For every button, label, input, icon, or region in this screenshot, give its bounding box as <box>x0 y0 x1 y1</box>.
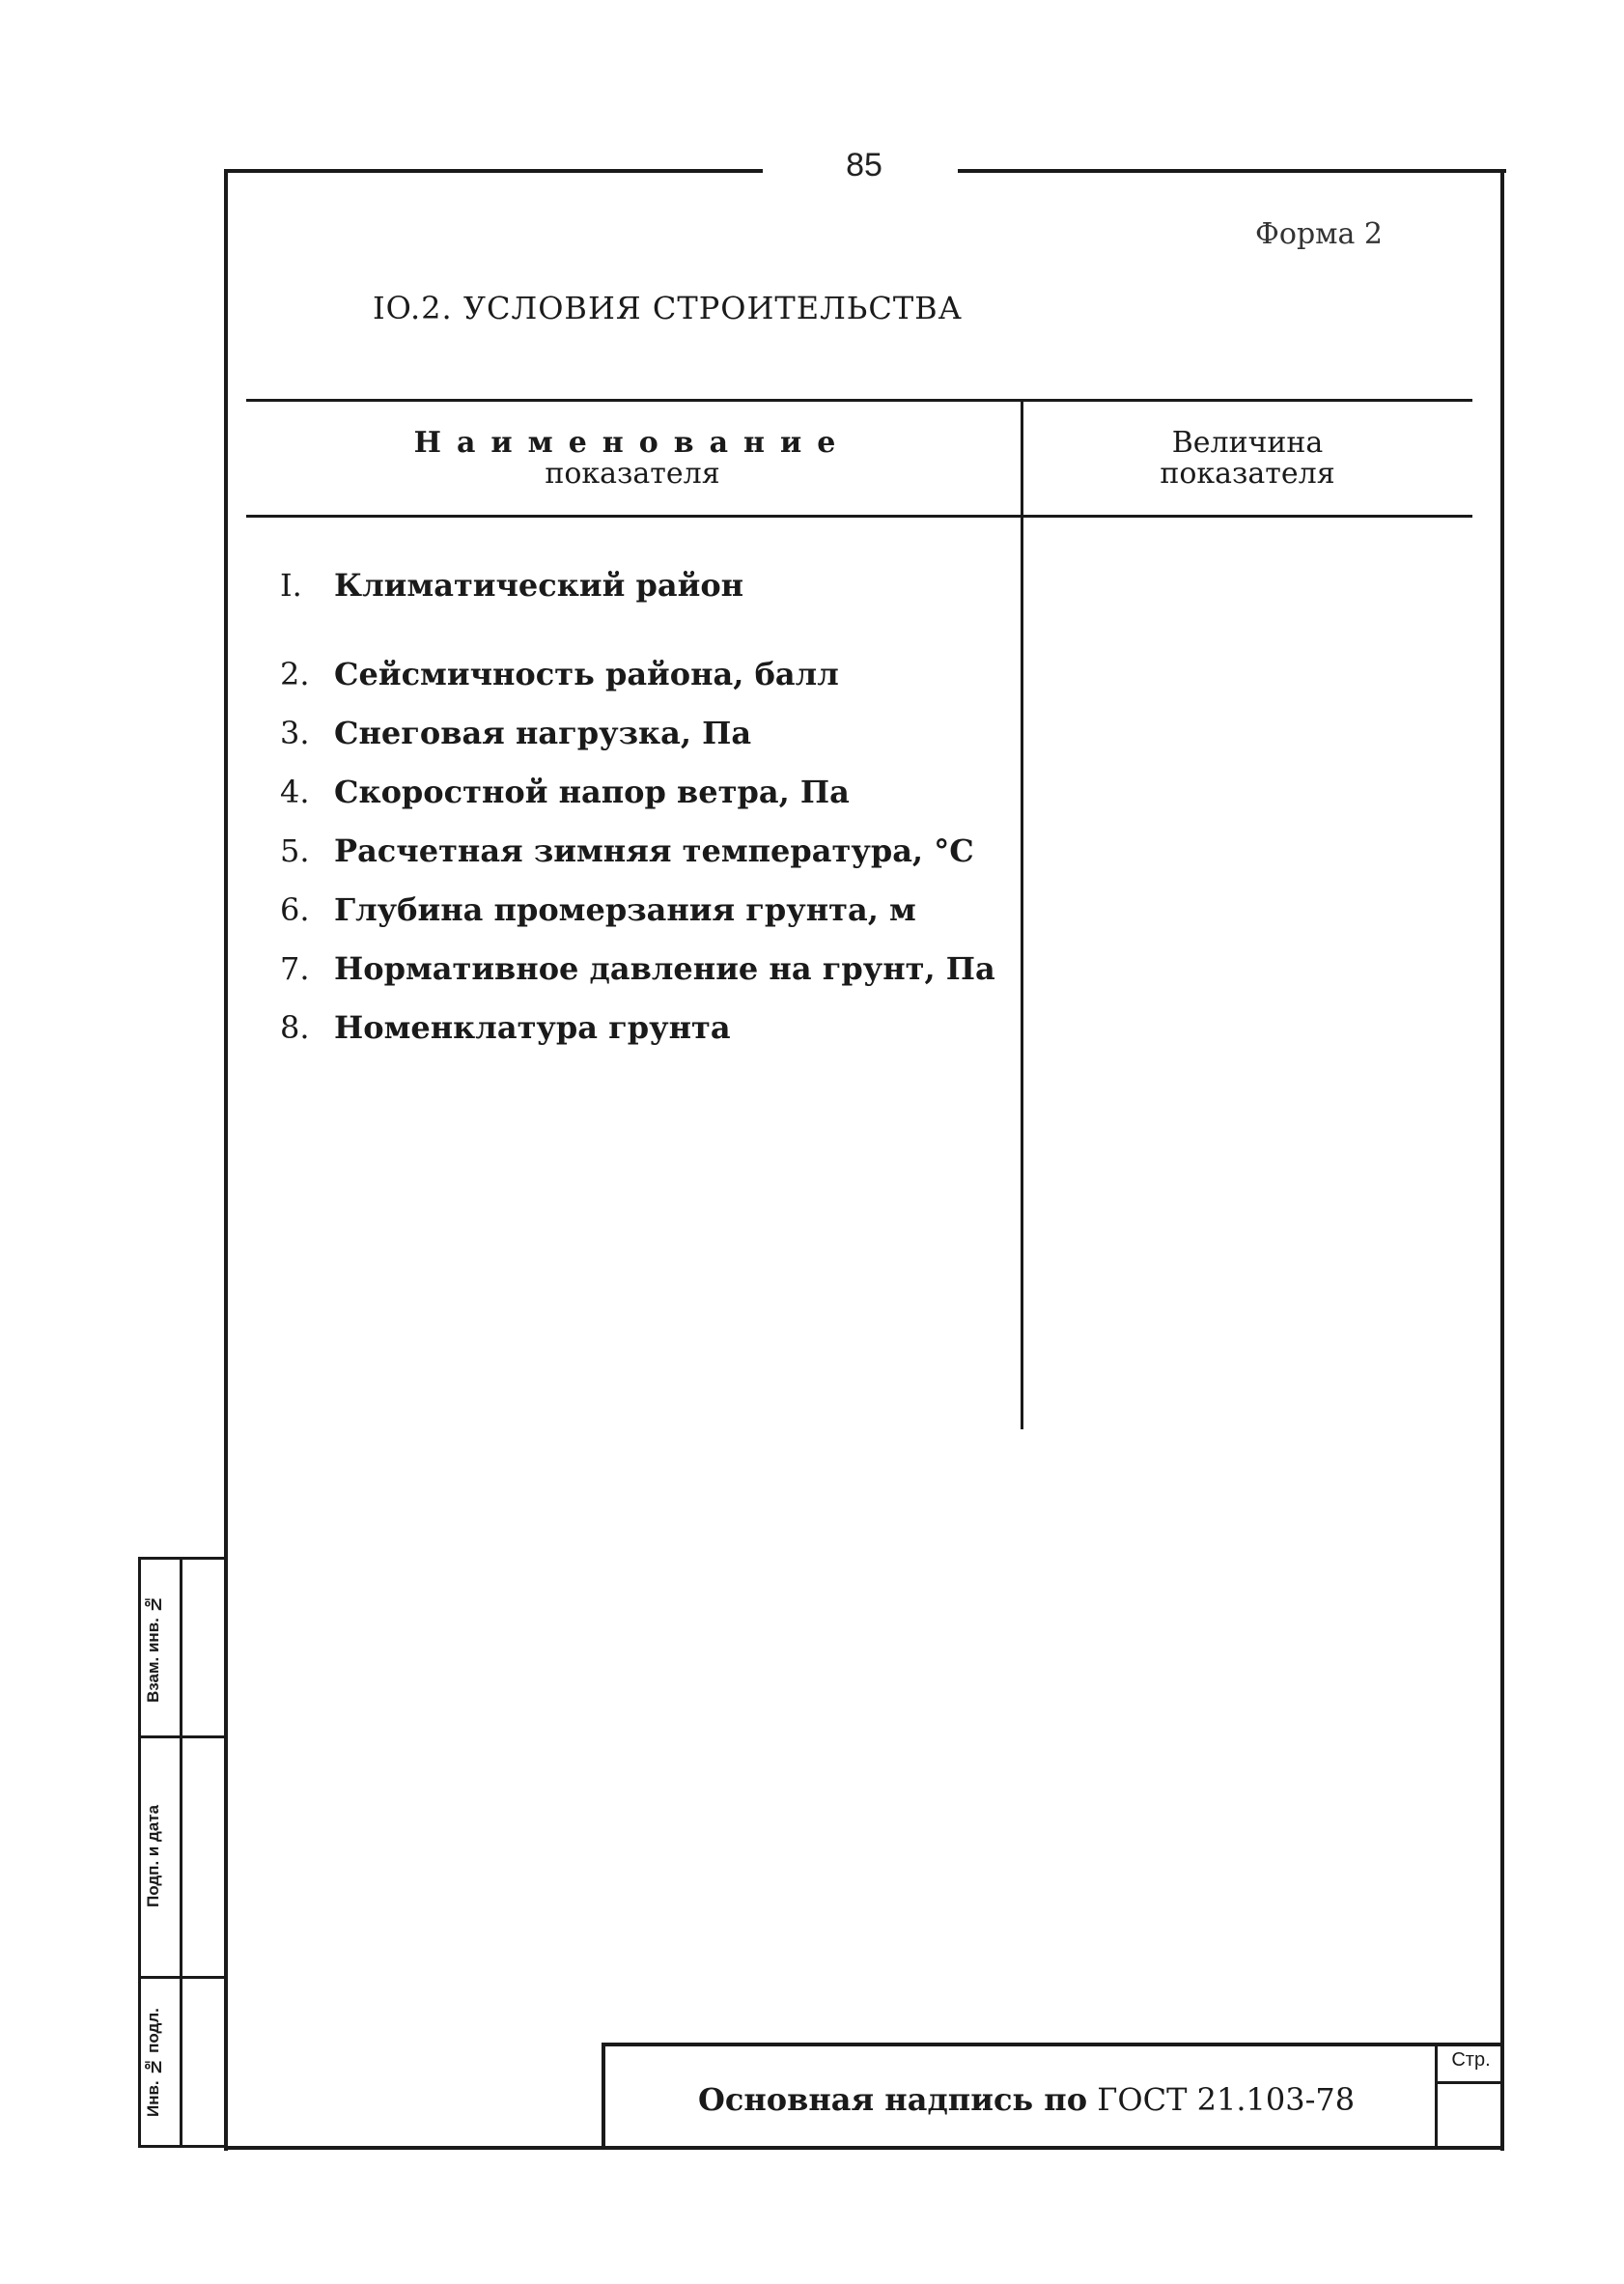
column-header-value-line2: показателя <box>1160 457 1335 491</box>
frame-top-left <box>226 169 763 173</box>
side-block-rule <box>141 1735 224 1738</box>
table-top-rule <box>246 399 1472 402</box>
list-item: 4. Скоростной напор ветра, Па <box>280 774 850 810</box>
side-block-rule <box>141 1976 224 1979</box>
list-item: I. Климатический район <box>280 567 744 604</box>
page-cell-label: Стр. <box>1451 2049 1491 2071</box>
page-number: 85 <box>846 147 882 183</box>
column-header-name <box>246 428 1019 490</box>
form-label: Форма 2 <box>1255 217 1384 251</box>
side-label-signature-date: Подп. и дата <box>144 1804 162 1908</box>
side-label-inventory: Инв. № подл. <box>144 2008 162 2118</box>
side-block-divider <box>180 1560 182 2145</box>
side-label-replacement: Взам. инв. № <box>144 1594 162 1703</box>
column-header-value <box>1025 428 1470 490</box>
page-cell-rule <box>1438 2081 1504 2084</box>
frame-top-right <box>958 169 1506 173</box>
list-item: 5. Расчетная зимняя температура, °C <box>280 832 974 869</box>
section-title: IO.2. УСЛОВИЯ СТРОИТЕЛЬСТВА <box>373 290 963 326</box>
title-block <box>602 2043 1504 2150</box>
column-header-value-line1: Величина <box>1171 426 1324 460</box>
title-block-text: Основная надпись по ГОСТ 21.103-78 <box>698 2081 1356 2118</box>
column-header-name-line2: показателя <box>545 457 720 491</box>
list-item: 6. Глубина промерзания грунта, м <box>280 891 916 928</box>
frame-right <box>1500 169 1504 2151</box>
page-cell <box>1435 2046 1504 2150</box>
list-item: 8. Номенклатура грунта <box>280 1009 731 1046</box>
list-item: 7. Нормативное давление на грунт, Па <box>280 950 995 987</box>
list-item: 3. Снеговая нагрузка, Па <box>280 715 752 751</box>
table-column-divider <box>1021 399 1023 1429</box>
list-item: 2. Сейсмичность района, балл <box>280 656 839 692</box>
table-header-rule <box>246 515 1472 518</box>
column-header-name-line1: Наименование <box>413 426 852 460</box>
side-signature-block <box>138 1557 227 2148</box>
